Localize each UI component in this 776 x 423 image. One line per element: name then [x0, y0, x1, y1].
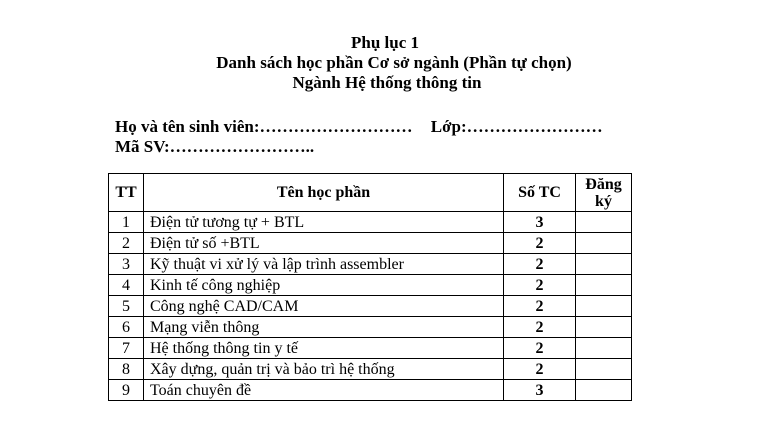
row-number: 2	[109, 233, 144, 254]
table-row	[109, 338, 632, 359]
row-number: 9	[109, 380, 144, 401]
table-header-row	[109, 174, 632, 212]
header-course-name: Tên học phần	[144, 174, 504, 212]
register-checkbox-cell[interactable]	[576, 233, 632, 254]
table-row	[109, 233, 632, 254]
header-register: Đăng ký	[576, 174, 632, 212]
course-table	[108, 173, 632, 401]
credit-count: 2	[504, 296, 576, 317]
credit-count: 2	[504, 233, 576, 254]
course-name: Điện tử tương tự + BTL	[144, 212, 504, 233]
register-checkbox-cell[interactable]	[576, 317, 632, 338]
course-name: Hệ thống thông tin y tế	[144, 338, 504, 359]
header-credits: Số TC	[504, 174, 576, 212]
course-name: Điện tử số +BTL	[144, 233, 504, 254]
table-row	[109, 254, 632, 275]
table-row	[109, 212, 632, 233]
row-number: 7	[109, 338, 144, 359]
credit-count: 2	[504, 359, 576, 380]
register-checkbox-cell[interactable]	[576, 359, 632, 380]
register-checkbox-cell[interactable]	[576, 338, 632, 359]
credit-count: 2	[504, 317, 576, 338]
header-tt: TT	[109, 174, 144, 212]
register-checkbox-cell[interactable]	[576, 296, 632, 317]
appendix-title: Phụ lục 1	[350, 33, 420, 52]
credit-count: 2	[504, 338, 576, 359]
row-number: 3	[109, 254, 144, 275]
table-row	[109, 296, 632, 317]
course-name: Kinh tế công nghiệp	[144, 275, 504, 296]
register-checkbox-cell[interactable]	[576, 212, 632, 233]
major-title: Ngành Hệ thống thông tin	[292, 73, 482, 92]
table-row	[109, 359, 632, 380]
register-checkbox-cell[interactable]	[576, 380, 632, 401]
register-checkbox-cell[interactable]	[576, 275, 632, 296]
register-checkbox-cell[interactable]	[576, 254, 632, 275]
credit-count: 2	[504, 254, 576, 275]
table-row	[109, 275, 632, 296]
row-number: 4	[109, 275, 144, 296]
class-field[interactable]: Lớp:……………………	[430, 117, 603, 136]
credit-count: 2	[504, 275, 576, 296]
row-number: 1	[109, 212, 144, 233]
student-name-field[interactable]: Họ và tên sinh viên:………………………	[115, 117, 417, 136]
credit-count: 3	[504, 380, 576, 401]
row-number: 5	[109, 296, 144, 317]
table-row	[109, 317, 632, 338]
student-id-line	[115, 137, 314, 157]
course-name: Kỹ thuật vi xử lý và lập trình assembler	[144, 254, 504, 275]
table-row	[109, 380, 632, 401]
row-number: 8	[109, 359, 144, 380]
course-name: Mạng viễn thông	[144, 317, 504, 338]
course-name: Công nghệ CAD/CAM	[144, 296, 504, 317]
student-id-field[interactable]: Mã SV:……………………..	[115, 137, 315, 156]
course-name: Toán chuyên đề	[144, 380, 504, 401]
list-title: Danh sách học phần Cơ sở ngành (Phần tự chọn)	[216, 53, 572, 72]
course-name: Xây dựng, quản trị và bảo trì hệ thống	[144, 359, 504, 380]
credit-count: 3	[504, 212, 576, 233]
student-info-line	[115, 117, 603, 137]
row-number: 6	[109, 317, 144, 338]
